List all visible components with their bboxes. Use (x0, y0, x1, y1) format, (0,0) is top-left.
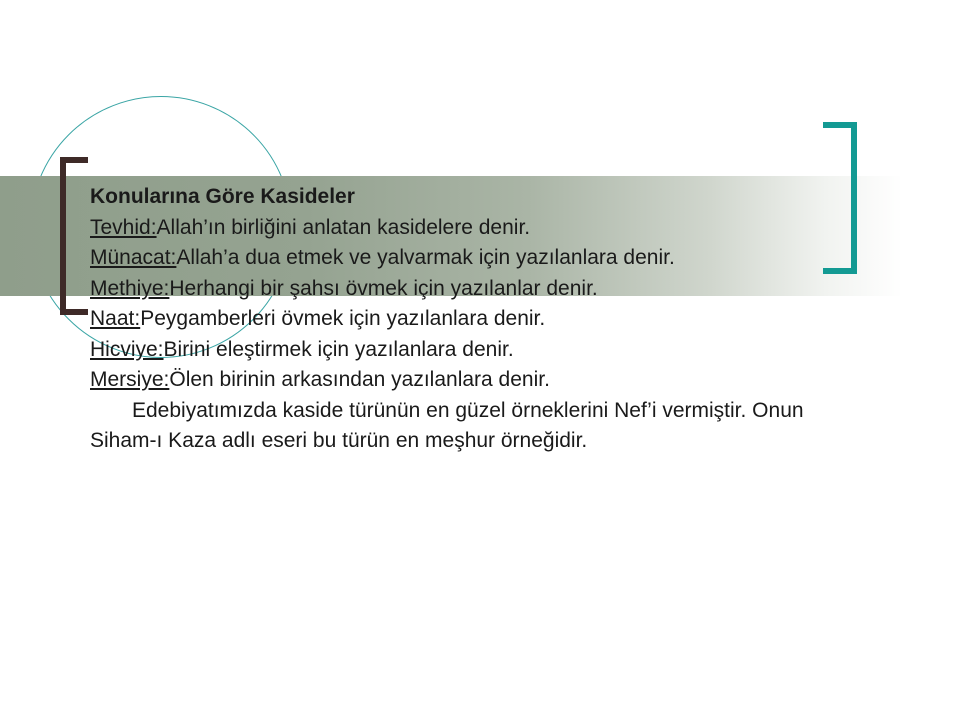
summary-paragraph: Edebiyatımızda kaside türünün en güzel örneklerini Nef’i vermiştir. Onun Siham-ı Kaza adlı eseri bu türün en meşhur örneğidir. (90, 398, 804, 452)
slide-body (90, 182, 850, 457)
definition-line (90, 335, 850, 366)
definition-term: Mersiye: (90, 368, 170, 391)
left-bracket-decoration (60, 157, 88, 315)
definition-line (90, 304, 850, 335)
definition-text: Peygamberleri övmek için yazılanlara denir. (140, 307, 546, 330)
definition-text: Ölen birinin arkasından yazılanlara denir. (169, 368, 550, 391)
definition-line (90, 274, 850, 305)
definition-line (90, 365, 850, 396)
definition-line (90, 213, 850, 244)
definition-term: Naat: (90, 307, 141, 330)
definition-text: Allah’a dua etmek ve yalvarmak için yazılanlara denir. (176, 246, 675, 269)
definition-term: Methiye: (90, 276, 170, 300)
definition-term: Münacat: (90, 246, 177, 269)
definition-text: Birini eleştirmek için yazılanlara denir. (163, 337, 514, 361)
definition-term: Tevhid: (90, 215, 157, 239)
definition-text: Allah’ın birliğini anlatan kasidelere denir. (156, 215, 531, 239)
slide-title: Konularına Göre Kasideler (90, 185, 355, 208)
definition-text: Herhangi bir şahsı övmek için yazılanlar denir. (169, 276, 598, 300)
definition-line (90, 243, 850, 274)
definition-term: Hicviye: (90, 337, 164, 361)
